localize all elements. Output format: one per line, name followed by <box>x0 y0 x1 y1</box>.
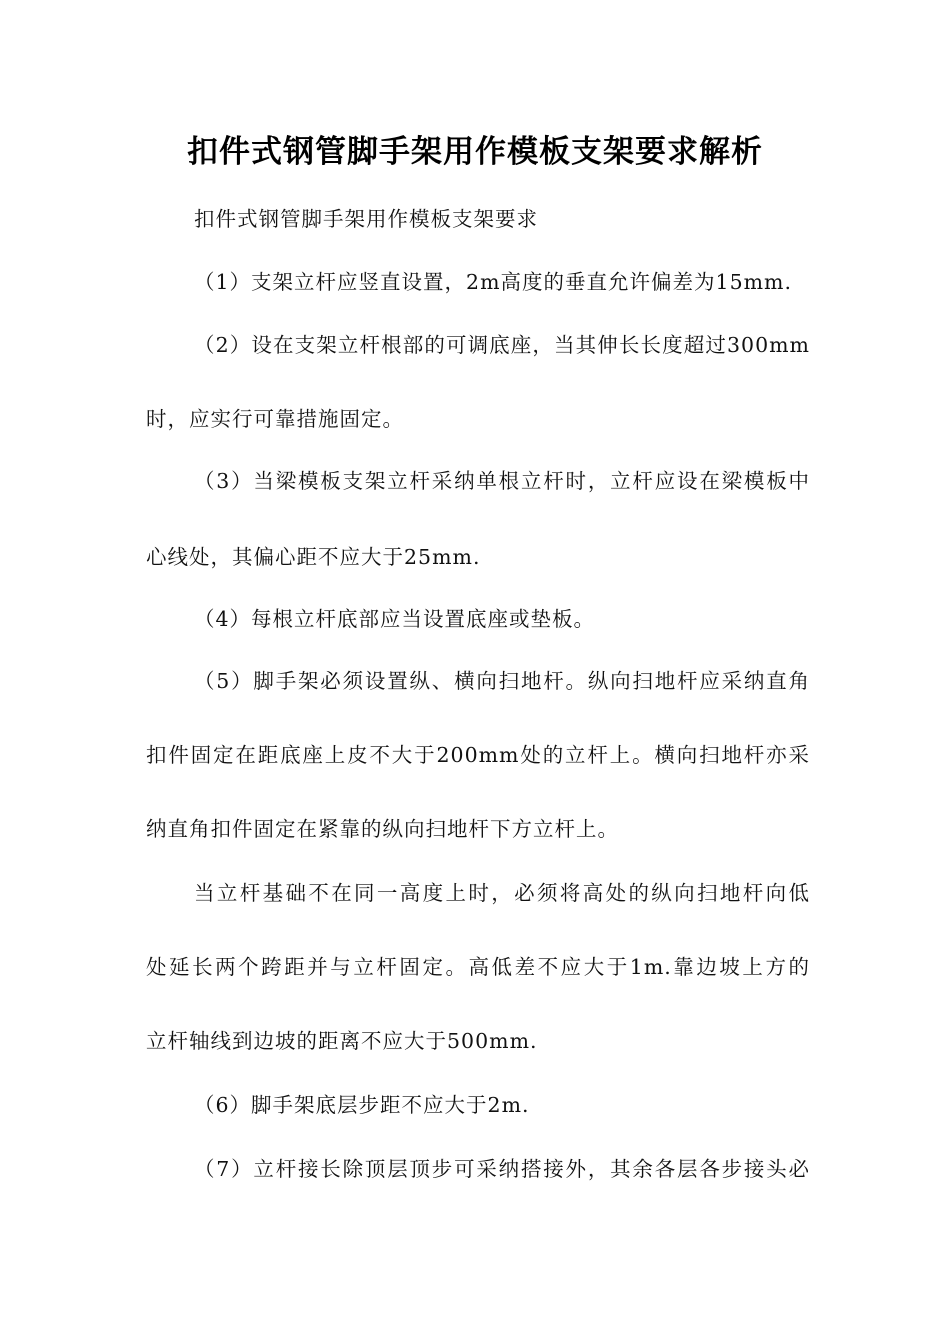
paragraph-line: （7）立杆接长除顶层顶步可采纳搭接外，其余各层各步接头必 <box>194 1157 810 1181</box>
paragraph-line: 处延长两个跨距并与立杆固定。高低差不应大于1m.靠边坡上方的 <box>146 955 810 979</box>
paragraph-line: 当立杆基础不在同一高度上时，必须将高处的纵向扫地杆向低 <box>194 881 810 905</box>
paragraph-line: 扣件固定在距底座上皮不大于200mm处的立杆上。横向扫地杆亦采 <box>146 743 810 767</box>
paragraph-line: （4）每根立杆底部应当设置底座或垫板。 <box>194 607 596 631</box>
paragraph-line: 时，应实行可靠措施固定。 <box>146 407 404 431</box>
paragraph-line: 纳直角扣件固定在紧靠的纵向扫地杆下方立杆上。 <box>146 817 619 841</box>
document-title: 扣件式钢管脚手架用作模板支架要求解析 <box>187 134 763 170</box>
paragraph-line: 立杆轴线到边坡的距离不应大于500mm. <box>146 1029 538 1053</box>
paragraph-line: 心线处，其偏心距不应大于25mm. <box>146 545 481 569</box>
paragraph-line: （1）支架立杆应竖直设置，2m高度的垂直允许偏差为15mm. <box>194 270 793 294</box>
section-heading: 扣件式钢管脚手架用作模板支架要求 <box>194 207 538 231</box>
paragraph-line: （6）脚手架底层步距不应大于2m. <box>194 1093 530 1117</box>
paragraph-line: （5）脚手架必须设置纵、横向扫地杆。纵向扫地杆应采纳直角 <box>194 669 810 693</box>
paragraph-line: （2）设在支架立杆根部的可调底座，当其伸长长度超过300mm <box>194 333 810 357</box>
paragraph-line: （3）当梁模板支架立杆采纳单根立杆时，立杆应设在梁模板中 <box>194 469 810 493</box>
